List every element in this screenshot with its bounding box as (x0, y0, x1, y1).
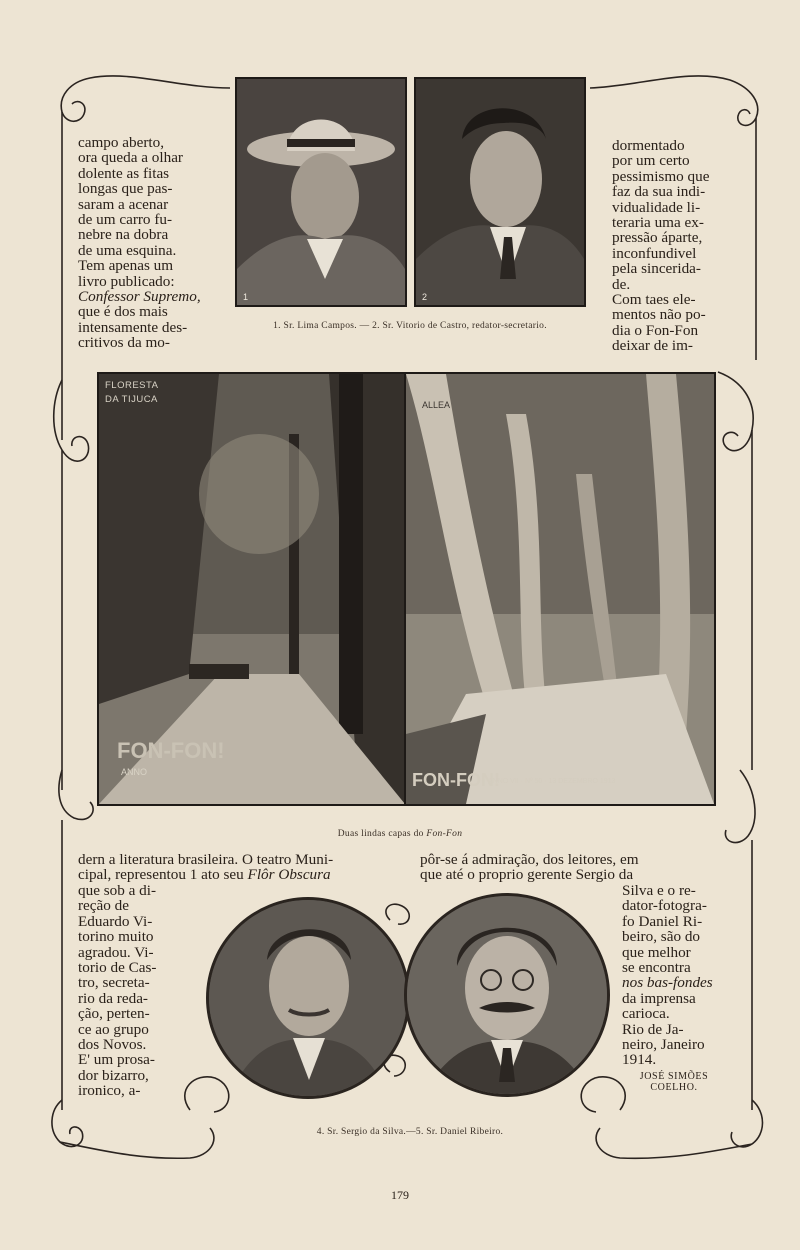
portrait-sergio-da-silva (206, 897, 410, 1099)
cover-allea (404, 372, 716, 806)
text-line: tro, secreta- (78, 974, 150, 992)
text-line: ora queda a olhar (78, 149, 183, 167)
text-line: pressão áparte, (612, 229, 703, 247)
text-line: saram a acenar (78, 195, 169, 213)
portrait-image (407, 896, 607, 1094)
cover-title: ALLEA (422, 400, 451, 410)
text-span: cipal, representou 1 ato seu (78, 866, 248, 884)
portrait-vitorio-de-castro (414, 77, 586, 307)
cover-anno: ANNO (121, 767, 148, 777)
text-line: da imprensa (622, 989, 696, 1007)
text-line: livro publicado: (78, 272, 175, 290)
signature-line-2: COELHO. (650, 1082, 698, 1093)
text-line: dos Novos. (78, 1036, 147, 1054)
text-line: campo aberto, (78, 134, 165, 151)
portrait-image (209, 900, 407, 1096)
text-line: dern a literatura brasileira. O teatro Muni- (78, 851, 334, 868)
text-line: beiro, são do (622, 928, 701, 946)
text-line: Com taes ele- (612, 291, 696, 309)
text-line: fo Daniel Ri- (622, 912, 703, 930)
cover-title-line1: FLORESTA (105, 380, 159, 391)
text-line: intensamente des- (78, 318, 188, 336)
italic-title: Flôr Obscura (247, 866, 331, 884)
text-line: inconfundivel (612, 244, 697, 262)
text-line: neiro, Janeiro (622, 1036, 705, 1054)
text-line: que é dos mais (78, 303, 168, 321)
signature (618, 1071, 730, 1093)
text-line: pôr-se á admiração, dos leitores, em (420, 851, 639, 868)
text-line: critivos da mo- (78, 334, 170, 352)
text-line: faz da sua indi- (612, 183, 706, 201)
cover-issue-info: ANNO VII · Nº 50 · 13 DEZEMBRO 1913 (488, 778, 616, 785)
text-line: Tem apenas um (78, 257, 174, 275)
text-line: E' um prosa- (78, 1051, 155, 1069)
text-line: pela sincerida- (612, 260, 701, 278)
cover-title-line2: DA TIJUCA (105, 394, 158, 405)
portrait-daniel-ribeiro (404, 893, 610, 1097)
bottom-right-column (622, 883, 730, 1068)
text-line: pessimismo que (612, 167, 710, 185)
photo-number-2: 2 (422, 292, 428, 302)
text-line: ção, perten- (78, 1005, 150, 1023)
text-line: dolente as fitas (78, 164, 170, 182)
text-line: de um carro fu- (78, 211, 173, 229)
text-line: por um certo (612, 152, 690, 170)
text-line: que até o proprio gerente Sergio da (420, 866, 634, 884)
caption-bottom: 4. Sr. Sergio da Silva.—5. Sr. Daniel Ribeiro. (316, 1127, 504, 1137)
top-right-column (612, 138, 740, 354)
text-line: dor bizarro, (78, 1066, 149, 1084)
portrait-image (416, 79, 584, 305)
page-number: 179 (391, 1188, 409, 1202)
text-line: mentos não po- (612, 306, 706, 324)
bottom-left-full-lines (78, 852, 398, 883)
text-line: nebre na dobra (78, 226, 169, 244)
text-line: dormentado (612, 137, 685, 154)
text-line: de. (612, 275, 631, 293)
bottom-left-column (78, 883, 182, 1099)
text-line: dia o Fon-Fon (612, 321, 699, 339)
text-line: que sob a di- (78, 882, 157, 899)
text-line: carioca. (622, 1005, 670, 1023)
caption-top: 1. Sr. Lima Campos. — 2. Sr. Vitorio de Castro, redator-secretario. (273, 321, 547, 331)
text-line: rio da reda- (78, 989, 148, 1007)
text-line: deixar de im- (612, 337, 693, 355)
bottom-right-full-lines (420, 852, 730, 883)
text-line: dator-fotogra- (622, 897, 707, 915)
text-line: 1914. (622, 1051, 657, 1069)
text-line: torino muito (78, 928, 154, 946)
text-line: nos bas-fondes (622, 974, 713, 992)
top-left-column (78, 135, 208, 351)
cover-brand: FON-FON! (412, 770, 500, 790)
text-line: ce ao grupo (78, 1020, 149, 1038)
caption-middle (200, 829, 600, 839)
text-line: agradou. Vi- (78, 943, 154, 961)
portrait-lima-campos (235, 77, 407, 307)
text-line: torio de Cas- (78, 959, 157, 977)
photo-number-1: 1 (243, 292, 249, 302)
text-line: longas que pas- (78, 180, 173, 198)
text-line: Silva e o re- (622, 882, 696, 899)
text-line: se encontra (622, 959, 691, 977)
signature-line-1: JOSÉ SIMÕES (639, 1071, 709, 1082)
text-line: teraria uma ex- (612, 214, 704, 232)
text-line (78, 867, 398, 882)
caption-middle-text: Duas lindas capas do (337, 829, 427, 839)
tree-avenue-image (406, 374, 714, 804)
text-line: reção de (78, 897, 130, 915)
text-line: Rio de Ja- (622, 1020, 684, 1038)
portrait-image (237, 79, 405, 305)
text-line: que melhor (622, 943, 691, 961)
caption-middle-italic: Fon-Fon (426, 829, 463, 839)
text-line: vidualidade li- (612, 198, 701, 216)
text-line: Eduardo Vi- (78, 912, 153, 930)
cover-brand: FON-FON! (117, 738, 225, 763)
cover-floresta-tijuca (97, 372, 407, 806)
text-line: Confessor Supremo, (78, 288, 201, 306)
text-line: ironico, a- (78, 1082, 141, 1100)
text-line: de uma esquina. (78, 241, 177, 259)
